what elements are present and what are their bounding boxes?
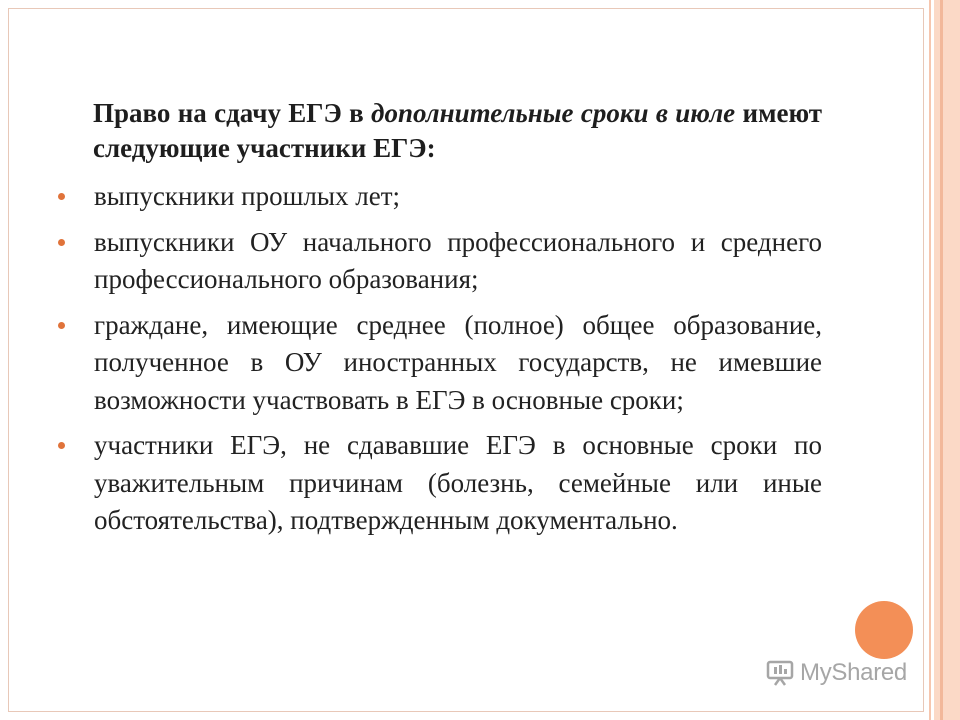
list-item: [56, 307, 822, 420]
decorative-circle: [855, 601, 913, 659]
participants-list: [56, 178, 822, 548]
bullet-icon: [58, 193, 65, 200]
list-item-text: выпускники ОУ начального профессионального и среднего профессионального образования;: [94, 226, 822, 294]
slideshow-icon: [766, 660, 794, 686]
list-item-text: выпускники прошлых лет;: [94, 181, 401, 211]
watermark[interactable]: [766, 656, 907, 690]
list-item-text: граждане, имеющие среднее (полное) общее образование, полученное в ОУ иностранных государств, не имевшие возможности участвовать в ЕГЭ в основные сроки;: [94, 309, 822, 415]
intro-text-start: Право на сдачу ЕГЭ в: [93, 98, 372, 128]
list-item: [56, 427, 822, 540]
bullet-icon: [58, 239, 65, 246]
slide-intro: [93, 96, 822, 166]
bullet-icon: [58, 442, 65, 449]
bullet-icon: [58, 322, 65, 329]
intro-text-italic: дополнительные сроки в июле: [371, 98, 736, 128]
list-item: [56, 224, 822, 299]
intro-text-end: имеют следующие участники ЕГЭ:: [93, 98, 822, 163]
watermark-text: MyShared: [800, 659, 907, 686]
list-item: [56, 178, 822, 216]
list-item-text: участники ЕГЭ, не сдававшие ЕГЭ в основные сроки по уважительным причинам (болезнь, семейные или иные обстоятельства), подтвержденным документально.: [94, 430, 822, 535]
